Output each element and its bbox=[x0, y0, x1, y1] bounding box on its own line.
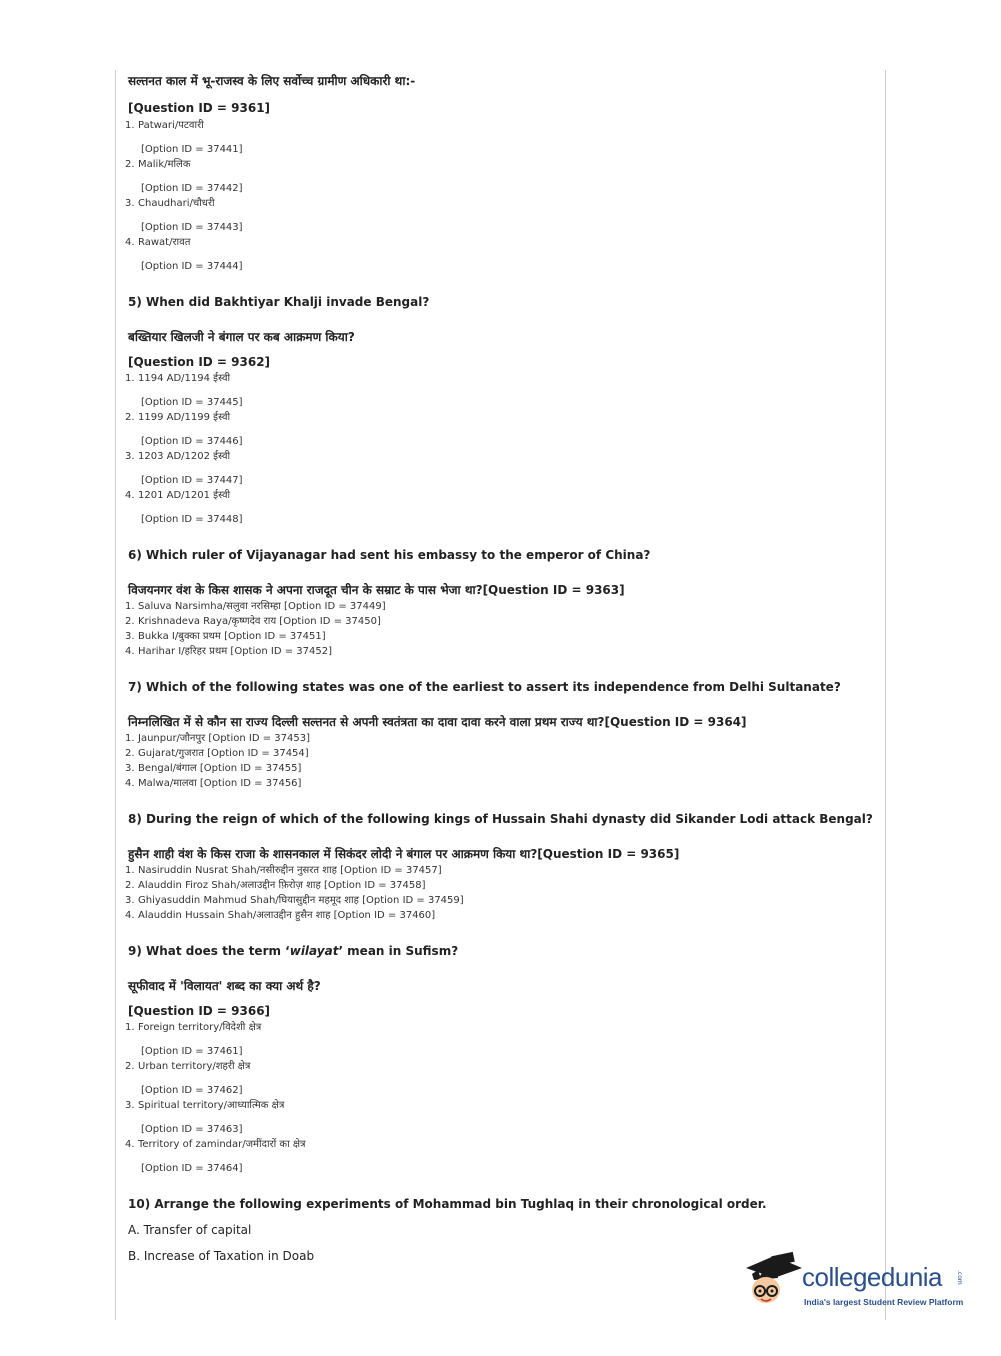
list-item: 4. Territory of zamindar/जमींदारों का क्षेत्र [Option ID = 37464] bbox=[128, 1137, 878, 1176]
q7-hindi-text: निम्नलिखित में से कौन सा राज्य दिल्ली सल्तनत से अपनी स्वतंत्रता का दावा दावा करने वाला प्रथम राज्य था?[Question ID = 9364] bbox=[128, 715, 747, 729]
option-text: Krishnadeva Raya/कृष्णदेव राय [Option ID = 37450] bbox=[138, 616, 381, 627]
list-item: 3. Chaudhari/चौधरी [Option ID = 37443] bbox=[128, 196, 878, 235]
left-margin-rule bbox=[115, 70, 116, 1320]
q8-options bbox=[125, 863, 878, 923]
q10-item-b: B. Increase of Taxation in Doab bbox=[128, 1249, 315, 1263]
list-item: 1. Patwari/पटवारी [Option ID = 37441] bbox=[128, 118, 878, 157]
logo-com: .com bbox=[956, 1270, 963, 1285]
q4-question-id: [Question ID = 9361] bbox=[128, 101, 271, 115]
q9-options bbox=[125, 1020, 878, 1176]
option-text: 1203 AD/1202 ईस्वी bbox=[138, 451, 231, 462]
list-item: 3. Spiritual territory/आध्यात्मिक क्षेत्र [Option ID = 37463] bbox=[128, 1098, 878, 1137]
option-text: Bengal/बंगाल [Option ID = 37455] bbox=[138, 763, 302, 774]
option-text: Alauddin Hussain Shah/अलाउद्दीन हुसैन शाह [Option ID = 37460] bbox=[138, 910, 436, 921]
option-id: [Option ID = 37444] bbox=[141, 261, 243, 272]
list-item: 1. Saluva Narsimha/सलुवा नरसिम्हा [Option ID = 37449] bbox=[125, 601, 386, 612]
option-text: Patwari/पटवारी bbox=[138, 120, 204, 131]
option-text: Spiritual territory/आध्यात्मिक क्षेत्र bbox=[138, 1100, 285, 1111]
list-item: 3. Ghiyasuddin Mahmud Shah/घियासुद्दीन महमूद शाह [Option ID = 37459] bbox=[125, 895, 464, 906]
option-text: 1194 AD/1194 ईस्वी bbox=[138, 373, 231, 384]
option-text: Jaunpur/जौनपुर [Option ID = 37453] bbox=[138, 733, 310, 744]
q4-hindi-text: सल्तनत काल में भू-राजस्व के लिए सर्वोच्च ग्रामीण अधिकारी था:- bbox=[128, 74, 416, 88]
q5-question-id: [Question ID = 9362] bbox=[128, 355, 271, 369]
option-id: [Option ID = 37442] bbox=[141, 183, 243, 194]
list-item: 1. Jaunpur/जौनपुर [Option ID = 37453] bbox=[125, 733, 310, 744]
q10-english-text: 10) Arrange the following experiments of Mohammad bin Tughlaq in their chronological order. bbox=[128, 1197, 767, 1211]
option-id: [Option ID = 37463] bbox=[141, 1124, 243, 1135]
list-item: 4. Malwa/मालवा [Option ID = 37456] bbox=[125, 778, 302, 789]
option-text: Nasiruddin Nusrat Shah/नसीरुद्दीन नुसरत शाह [Option ID = 37457] bbox=[138, 865, 442, 876]
list-item: 3. Bukka I/बुक्का प्रथम [Option ID = 37451] bbox=[125, 631, 326, 642]
option-id: [Option ID = 37462] bbox=[141, 1085, 243, 1096]
option-id: [Option ID = 37443] bbox=[141, 222, 243, 233]
option-id: [Option ID = 37446] bbox=[141, 436, 243, 447]
q8-hindi-text: हुसैन शाही वंश के किस राजा के शासनकाल में सिकंदर लोदी ने बंगाल पर आक्रमण किया था?[Question ID = 9365] bbox=[128, 847, 680, 861]
option-text: Gujarat/गुजरात [Option ID = 37454] bbox=[138, 748, 309, 759]
option-text: Malwa/मालवा [Option ID = 37456] bbox=[138, 778, 302, 789]
option-text: Bukka I/बुक्का प्रथम [Option ID = 37451] bbox=[138, 631, 326, 642]
q7-english-text: 7) Which of the following states was one of the earliest to assert its independence from Delhi Sultanate? bbox=[128, 680, 841, 694]
q9-hindi-text: सूफीवाद में 'विलायत' शब्द का क्या अर्थ है? bbox=[128, 979, 321, 993]
q7-options bbox=[125, 731, 878, 791]
q5-options bbox=[125, 371, 878, 527]
q6-options bbox=[125, 599, 878, 659]
list-item: 3. 1203 AD/1202 ईस्वी [Option ID = 37447] bbox=[128, 449, 878, 488]
q8-english-text: 8) During the reign of which of the following kings of Hussain Shahi dynasty did Sikander Lodi attack Bengal? bbox=[128, 812, 873, 826]
list-item: 4. Harihar I/हरिहर प्रथम [Option ID = 37452] bbox=[125, 646, 332, 657]
list-item: 2. 1199 AD/1199 ईस्वी [Option ID = 37446] bbox=[128, 410, 878, 449]
option-id: [Option ID = 37464] bbox=[141, 1163, 243, 1174]
option-text: Saluva Narsimha/सलुवा नरसिम्हा [Option ID = 37449] bbox=[138, 601, 386, 612]
list-item: 2. Malik/मलिक [Option ID = 37442] bbox=[128, 157, 878, 196]
option-text: Alauddin Firoz Shah/अलाउद्दीन फ़िरोज़ शाह [Option ID = 37458] bbox=[138, 880, 426, 891]
document-content bbox=[125, 70, 878, 1265]
q9-question-id: [Question ID = 9366] bbox=[128, 1004, 271, 1018]
option-text: Ghiyasuddin Mahmud Shah/घियासुद्दीन महमूद शाह [Option ID = 37459] bbox=[138, 895, 464, 906]
list-item: 4. 1201 AD/1201 ईस्वी [Option ID = 37448] bbox=[128, 488, 878, 527]
option-text: Rawat/रावत bbox=[138, 237, 191, 248]
list-item: 1. 1194 AD/1194 ईस्वी [Option ID = 37445] bbox=[128, 371, 878, 410]
list-item: 2. Urban territory/शहरी क्षेत्र [Option ID = 37462] bbox=[128, 1059, 878, 1098]
logo-wordmark: collegedunia bbox=[802, 1262, 943, 1292]
list-item: 3. Bengal/बंगाल [Option ID = 37455] bbox=[125, 763, 302, 774]
list-item: 1. Nasiruddin Nusrat Shah/नसीरुद्दीन नुसरत शाह [Option ID = 37457] bbox=[125, 865, 442, 876]
right-margin-rule bbox=[885, 70, 886, 1320]
list-item: 2. Krishnadeva Raya/कृष्णदेव राय [Option ID = 37450] bbox=[125, 616, 381, 627]
mascot-icon bbox=[742, 1250, 804, 1312]
q9-term: wilayat bbox=[289, 944, 339, 958]
q5-english-text: 5) When did Bakhtiyar Khalji invade Bengal? bbox=[128, 295, 430, 309]
option-text: 1199 AD/1199 ईस्वी bbox=[138, 412, 231, 423]
option-id: [Option ID = 37445] bbox=[141, 397, 243, 408]
option-text: 1201 AD/1201 ईस्वी bbox=[138, 490, 231, 501]
list-item: 1. Foreign territory/विदेशी क्षेत्र [Option ID = 37461] bbox=[128, 1020, 878, 1059]
q9-english-text: 9) What does the term ‘wilayat’ mean in Sufism? bbox=[128, 944, 459, 958]
option-text: Territory of zamindar/जमींदारों का क्षेत्र bbox=[138, 1139, 306, 1150]
list-item: 4. Alauddin Hussain Shah/अलाउद्दीन हुसैन शाह [Option ID = 37460] bbox=[125, 910, 436, 921]
q6-hindi-text: विजयनगर वंश के किस शासक ने अपना राजदूत चीन के सम्राट के पास भेजा था?[Question ID = 9363] bbox=[128, 583, 625, 597]
option-id: [Option ID = 37447] bbox=[141, 475, 243, 486]
option-id: [Option ID = 37441] bbox=[141, 144, 243, 155]
q5-hindi-text: बख्तियार खिलजी ने बंगाल पर कब आक्रमण किया? bbox=[128, 330, 355, 344]
option-text: Urban territory/शहरी क्षेत्र bbox=[138, 1061, 251, 1072]
logo-tagline: India's largest Student Review Platform bbox=[804, 1297, 964, 1307]
list-item: 2. Gujarat/गुजरात [Option ID = 37454] bbox=[125, 748, 309, 759]
option-text: Chaudhari/चौधरी bbox=[138, 198, 215, 209]
option-id: [Option ID = 37448] bbox=[141, 514, 243, 525]
collegedunia-logo bbox=[742, 1248, 970, 1318]
q6-english-text: 6) Which ruler of Vijayanagar had sent his embassy to the emperor of China? bbox=[128, 548, 651, 562]
q4-options bbox=[125, 118, 878, 274]
list-item: 4. Rawat/रावत [Option ID = 37444] bbox=[128, 235, 878, 274]
option-text: Harihar I/हरिहर प्रथम [Option ID = 37452] bbox=[138, 646, 332, 657]
list-item: 2. Alauddin Firoz Shah/अलाउद्दीन फ़िरोज़ शाह [Option ID = 37458] bbox=[125, 880, 426, 891]
option-text: Malik/मलिक bbox=[138, 159, 191, 170]
option-text: Foreign territory/विदेशी क्षेत्र bbox=[138, 1022, 262, 1033]
option-id: [Option ID = 37461] bbox=[141, 1046, 243, 1057]
q10-item-a: A. Transfer of capital bbox=[128, 1223, 252, 1237]
